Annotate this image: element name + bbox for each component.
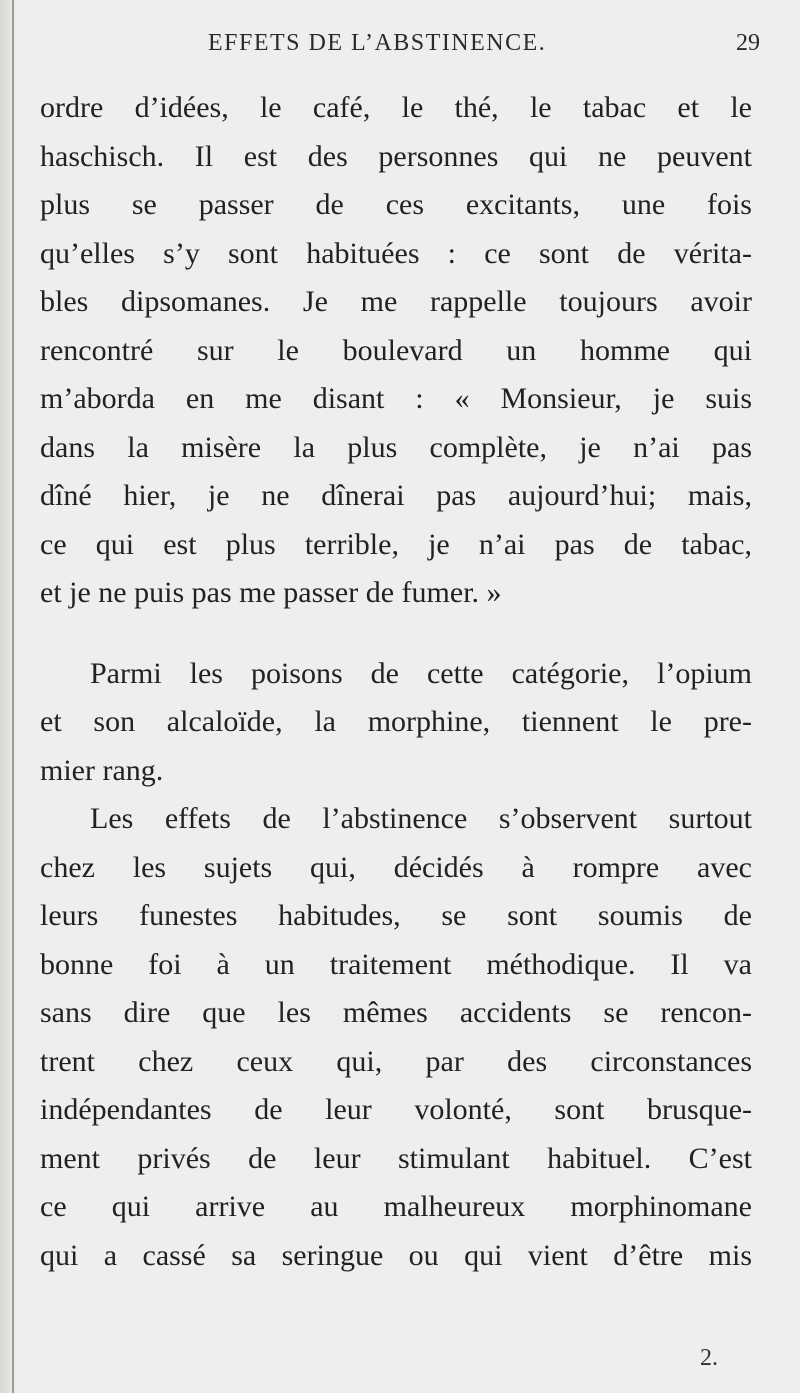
paragraph <box>40 650 752 796</box>
text-line: dîné hier, je ne dînerai pas aujourd’hui; mais, <box>40 479 752 512</box>
body-text <box>40 84 752 1280</box>
binding-edge <box>12 0 14 1393</box>
text-line: sans dire que les mêmes accidents se rencon- <box>40 996 752 1029</box>
text-line: bonne foi à un traitement méthodique. Il va <box>40 947 752 981</box>
page-header <box>0 8 800 56</box>
text-line: rencontré sur le boulevard un homme qui <box>40 333 752 367</box>
text-line: qui a cassé sa seringue ou qui vient d’être mis <box>40 1238 752 1272</box>
text-line: m’aborda en me disant : « Monsieur, je suis <box>40 382 752 415</box>
text-line: chez les sujets qui, décidés à rompre avec <box>40 850 752 884</box>
text-line: mier rang. <box>40 753 164 787</box>
signature-mark: 2. <box>700 1345 718 1371</box>
text-line: trent chez ceux qui, par des circonstances <box>40 1044 752 1078</box>
text-line: qu’elles s’y sont habituées : ce sont de vérita- <box>40 236 752 270</box>
paragraph <box>40 84 752 618</box>
text-line: ordre d’idées, le café, le thé, le tabac et le <box>40 91 752 124</box>
paragraph <box>40 795 752 1280</box>
text-line: plus se passer de ces excitants, une fois <box>40 188 752 221</box>
page-number: 29 <box>736 30 760 56</box>
text-line: haschisch. Il est des personnes qui ne peuvent <box>40 139 752 173</box>
text-line: dans la misère la plus complète, je n’ai pas <box>40 430 752 464</box>
text-line: leurs funestes habitudes, se sont soumis de <box>40 899 752 932</box>
text-line: Les effets de l’abstinence s’observent surtout <box>90 802 752 835</box>
paragraph-gap <box>40 618 752 650</box>
text-line: ce qui est plus terrible, je n’ai pas de tabac, <box>40 527 752 561</box>
text-line: indépendantes de leur volonté, sont brusque- <box>40 1093 752 1126</box>
text-line: ment privés de leur stimulant habituel. C’est <box>40 1141 752 1175</box>
text-line: et son alcaloïde, la morphine, tiennent le pre- <box>40 705 752 738</box>
text-line: et je ne puis pas me passer de fumer. » <box>40 576 502 609</box>
running-head: EFFETS DE L’ABSTINENCE. <box>208 30 547 56</box>
page-gutter-shadow <box>0 0 18 1393</box>
text-line: bles dipsomanes. Je me rappelle toujours avoir <box>40 285 752 318</box>
text-line: ce qui arrive au malheureux morphinomane <box>40 1190 752 1223</box>
text-line: Parmi les poisons de cette catégorie, l’opium <box>90 656 752 690</box>
